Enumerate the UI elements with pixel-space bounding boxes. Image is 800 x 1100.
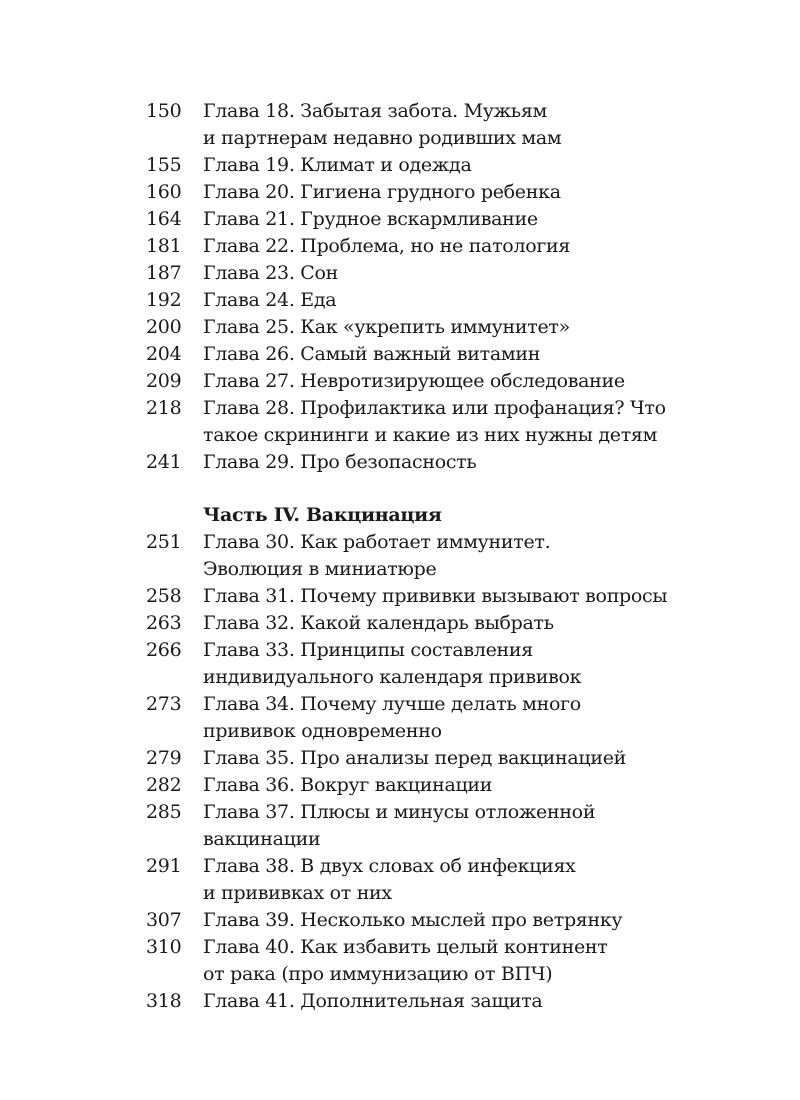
toc-page-number: 310 — [146, 936, 182, 958]
toc-entry — [146, 772, 706, 799]
toc-page-number: 187 — [146, 262, 182, 284]
toc-chapter-title: Глава 26. Самый важный витамин — [203, 343, 541, 365]
toc-page-number: 209 — [146, 370, 182, 392]
toc-entry — [146, 98, 706, 152]
toc-page-number: 258 — [146, 585, 182, 607]
toc-chapter-title: Глава 23. Сон — [203, 262, 339, 284]
toc-page-number: 266 — [146, 639, 182, 661]
toc-page-number: 273 — [146, 693, 182, 715]
toc-entry — [146, 529, 706, 583]
toc-chapter-title: Глава 39. Несколько мыслей про ветрянку — [203, 909, 623, 931]
toc-chapter-title: Глава 19. Климат и одежда — [203, 154, 472, 176]
toc-chapter-title: Глава 31. Почему прививки вызывают вопросы — [203, 585, 668, 607]
toc-chapter-title: Глава 34. Почему лучше делать много прививок одновременно — [203, 693, 581, 742]
toc-chapter-title: Глава 25. Как «укрепить иммунитет» — [203, 316, 570, 338]
toc-entry — [146, 745, 706, 772]
toc-entry — [146, 179, 706, 206]
toc-page-number: 218 — [146, 397, 182, 419]
toc-chapter-title: Глава 21. Грудное вскармливание — [203, 208, 538, 230]
toc-chapter-title: Глава 30. Как работает иммунитет. Эволюция в миниатюре — [203, 531, 551, 580]
toc-entry — [146, 637, 706, 691]
toc-page-number: 150 — [146, 100, 182, 122]
toc-entry — [146, 206, 706, 233]
toc-page-number: 282 — [146, 774, 182, 796]
toc-entry — [146, 610, 706, 637]
table-of-contents — [146, 98, 706, 1015]
toc-entry — [146, 152, 706, 179]
toc-entry — [146, 691, 706, 745]
toc-page-number: 192 — [146, 289, 182, 311]
toc-entry — [146, 395, 706, 449]
toc-page-number: 263 — [146, 612, 182, 634]
toc-chapter-title: Глава 20. Гигиена грудного ребенка — [203, 181, 561, 203]
toc-page-number: 155 — [146, 154, 182, 176]
toc-entry — [146, 907, 706, 934]
toc-chapter-title: Глава 24. Еда — [203, 289, 337, 311]
toc-entry — [146, 799, 706, 853]
toc-chapter-title: Глава 35. Про анализы перед вакцинацией — [203, 747, 626, 769]
toc-chapter-title: Глава 41. Дополнительная защита — [203, 990, 543, 1012]
toc-page-number: 241 — [146, 451, 182, 473]
toc-page-number: 204 — [146, 343, 182, 365]
toc-entry — [146, 449, 706, 476]
toc-page-number: 307 — [146, 909, 182, 931]
toc-entry — [146, 853, 706, 907]
part-heading: Часть IV. Вакцинация — [203, 504, 442, 526]
toc-page-number: 285 — [146, 801, 182, 823]
toc-entry — [146, 260, 706, 287]
toc-page-number: 251 — [146, 531, 182, 553]
toc-page-number: 318 — [146, 990, 182, 1012]
section-gap — [146, 476, 706, 502]
toc-entry — [146, 233, 706, 260]
toc-entry — [146, 583, 706, 610]
toc-chapter-title: Глава 36. Вокруг вакцинации — [203, 774, 493, 796]
toc-chapter-title: Глава 37. Плюсы и минусы отложенной вакцинации — [203, 801, 596, 850]
toc-chapter-title: Глава 40. Как избавить целый континент от рака (про иммунизацию от ВПЧ) — [203, 936, 608, 985]
toc-page-number: 181 — [146, 235, 182, 257]
toc-chapter-title: Глава 32. Какой календарь выбрать — [203, 612, 554, 634]
toc-page-number: 279 — [146, 747, 182, 769]
toc-page-number: 200 — [146, 316, 182, 338]
toc-entry — [146, 287, 706, 314]
toc-section-part-4 — [146, 529, 706, 1015]
toc-chapter-title: Глава 29. Про безопасность — [203, 451, 477, 473]
toc-page-number: 291 — [146, 855, 182, 877]
toc-entry — [146, 368, 706, 395]
toc-section-chapters-18-29 — [146, 98, 706, 476]
toc-chapter-title: Глава 22. Проблема, но не патология — [203, 235, 571, 257]
toc-chapter-title: Глава 18. Забытая забота. Мужьям и партнерам недавно родивших мам — [203, 100, 562, 149]
toc-entry — [146, 341, 706, 368]
toc-entry — [146, 934, 706, 988]
toc-chapter-title: Глава 27. Невротизирующее обследование — [203, 370, 625, 392]
toc-chapter-title: Глава 33. Принципы составления индивидуального календаря прививок — [203, 639, 582, 688]
toc-chapter-title: Глава 38. В двух словах об инфекциях и прививках от них — [203, 855, 576, 904]
toc-chapter-title: Глава 28. Профилактика или профанация? Что такое скрининги и какие из них нужны детям — [203, 397, 666, 446]
toc-page-number: 164 — [146, 208, 182, 230]
toc-page-number: 160 — [146, 181, 182, 203]
toc-entry — [146, 988, 706, 1015]
toc-entry — [146, 314, 706, 341]
